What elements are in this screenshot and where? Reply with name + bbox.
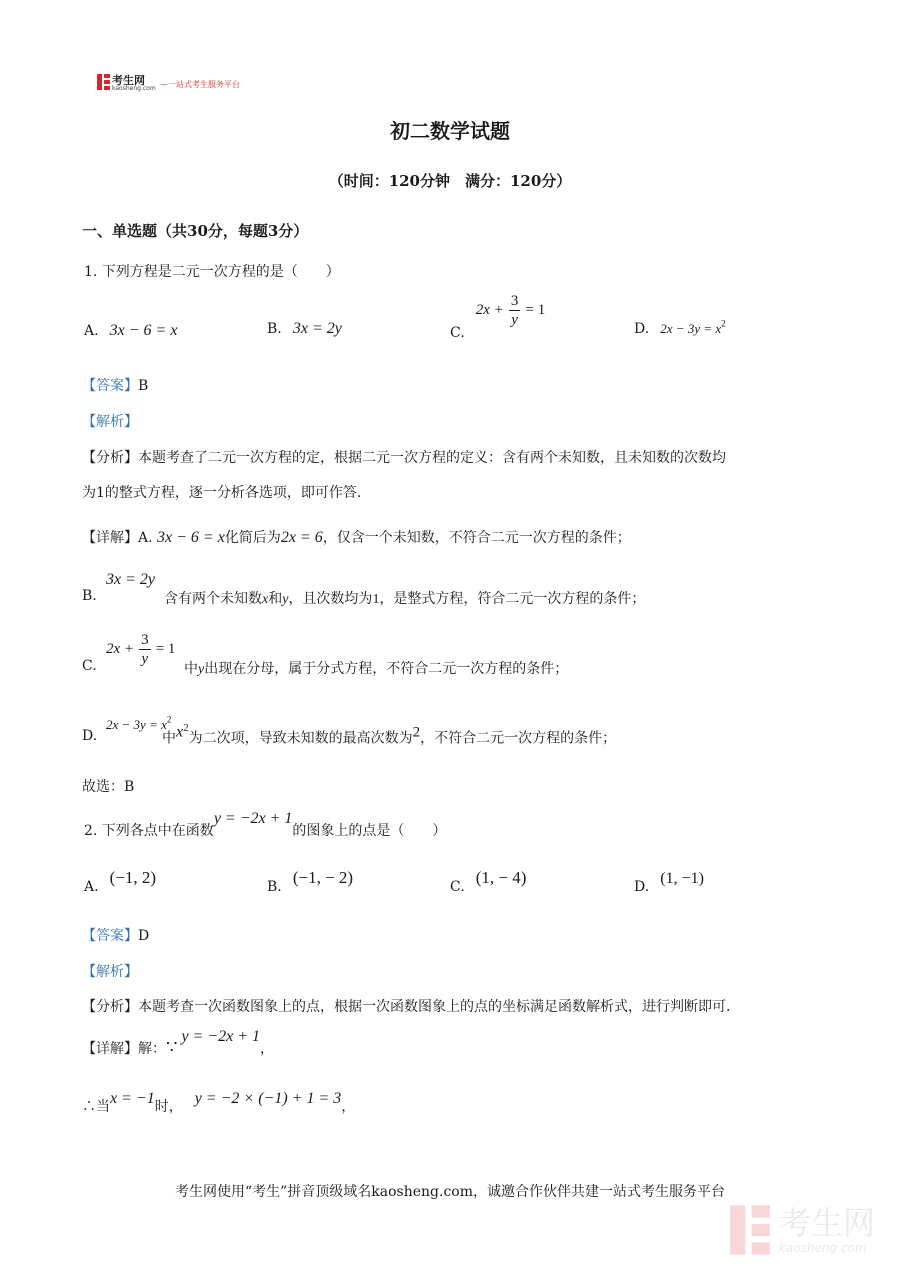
stem-post: 的图象上的点是（ ） (292, 823, 447, 839)
detail-text: 和 (268, 591, 283, 607)
q1-detail-d-prefix: D. (82, 728, 98, 744)
detail-text: ，不符合二元一次方程的条件； (420, 730, 617, 747)
detail-text: ，且次数均为 (288, 591, 373, 607)
option-label: A. (84, 323, 99, 339)
fenxi-text: 本题考查一次函数图象上的点，根据一次函数图象上的点的坐标满足函数解析式，进行判断即可. (138, 999, 731, 1015)
kaosheng-logo-icon (97, 74, 110, 90)
detail-expr: 2x − 3y = x (106, 717, 167, 732)
therefore-text: ∴当 (82, 1099, 110, 1115)
detail-var-y: y (282, 592, 289, 607)
option-label: B. (267, 879, 282, 895)
option-expr: (−1, − 2) (292, 868, 354, 887)
watermark (730, 1205, 875, 1255)
calc-expr: y = −2 × (−1) + 1 = 3 (194, 1090, 342, 1107)
xiangjie-label: 【详解】 (82, 1041, 138, 1057)
option-expr: 3x = 2y (292, 320, 342, 337)
detail-text: ，是整式方程，符合二元一次方程的条件； (379, 591, 646, 607)
q1-fenxi-line1 (82, 447, 726, 467)
page-footer: 考生网使用“考生”拼音顶级域名kaosheng.com，诚邀合作伙伴共建一站式考生服务平台 (174, 1184, 726, 1200)
detail-post: = 1 (155, 641, 176, 657)
option-expr: (−1, 2) (109, 868, 157, 887)
watermark-domain: kaosheng.com (778, 1241, 867, 1255)
q1-detail-a (82, 527, 631, 547)
answer-label: 【答案】 (82, 378, 138, 394)
answer-value: B (138, 378, 149, 394)
cond-expr: x = −1 (110, 1090, 155, 1107)
q1-option-b (267, 318, 342, 338)
option-expr: (1, − 4) (475, 868, 527, 887)
fenxi-label: 【分析】 (82, 450, 138, 466)
q2-answer (82, 925, 149, 945)
q1-detail-c-text (184, 658, 568, 678)
q1-detail-b-prefix: B. (82, 588, 97, 604)
fraction-den: y (141, 651, 149, 667)
q2-stem (84, 810, 446, 840)
detail-mid: 化简后为 (224, 530, 281, 546)
logo-slogan (160, 79, 240, 90)
q1-option-a (84, 320, 177, 340)
detail-var-y: y (198, 662, 205, 677)
detail-two: 2 (412, 724, 421, 741)
option-post: = 1 (525, 302, 546, 318)
option-label: C. (450, 879, 465, 895)
fenxi-label: 【分析】 (82, 999, 138, 1015)
q2-therefore (82, 1090, 355, 1116)
detail-text: 出现在分母，属于分式方程，不符合二元一次方程的条件； (204, 661, 569, 677)
detail-expr2: 2x = 6 (280, 529, 323, 546)
q1-fenxi-line2: 为1的整式方程，逐一分析各选项，即可作答. (82, 485, 362, 501)
q1-analysis-label: 【解析】 (82, 414, 138, 430)
detail-one: 1 (372, 592, 380, 607)
q2-fenxi (82, 996, 730, 1016)
stem-pre: 2. 下列各点中在函数 (84, 823, 214, 839)
option-label: D. (634, 321, 650, 337)
option-label: C. (450, 325, 465, 341)
page-subtitle: （时间：120分钟 满分：120分） (328, 172, 572, 190)
detail-text: 中 (184, 661, 198, 677)
detail-pre: 2x + (106, 641, 135, 657)
q1-detail-c-prefix: C. (82, 658, 97, 674)
fenxi-text: 本题考查了二元一次方程的定，根据二元一次方程的定义：含有两个未知数，且未知数的次数均 (138, 450, 726, 466)
q1-option-d (634, 318, 726, 337)
slogan-text: 一站式考生服务平台 (168, 80, 240, 89)
shi-text: 时， (154, 1099, 183, 1115)
q2-option-c (450, 868, 526, 895)
page-title: 初二数学试题 (390, 119, 510, 143)
q2-option-a (84, 868, 156, 895)
option-label: A. (84, 879, 99, 895)
q1-detail-b-text (164, 588, 645, 608)
q1-answer (82, 375, 148, 395)
q2-option-b (267, 868, 353, 895)
watermark-name: 考生网 (778, 1204, 875, 1242)
logo-domain: kaosheng.com (112, 85, 156, 92)
option-sup: 2 (721, 318, 726, 329)
slogan-dash: — (160, 80, 168, 89)
detail-expr: 3x − 6 = x (157, 529, 225, 546)
q1-detail-b-expr: 3x = 2y (106, 571, 155, 588)
solve-text: 解： (138, 1041, 166, 1057)
q1-stem: 1. 下列方程是二元一次方程的是（ ） (84, 264, 340, 280)
q1-detail-c-expr (106, 631, 175, 668)
stem-func: y = −2x + 1 (213, 810, 293, 827)
answer-label: 【答案】 (82, 928, 138, 944)
because-symbol: ∵ (166, 1037, 178, 1057)
q1-detail-d-text (162, 722, 616, 748)
option-label: B. (267, 321, 282, 337)
option-fraction (509, 292, 521, 329)
option-expr: 2x − 3y = x (660, 321, 722, 336)
answer-value: D (138, 928, 150, 944)
section-heading: 一、单选题（共30分，每题3分） (82, 222, 309, 240)
watermark-logo-icon (730, 1205, 770, 1255)
detail-prefix: A. (138, 530, 153, 546)
option-expr: (1, −1) (660, 870, 704, 887)
detail-xsup: 2 (183, 722, 189, 734)
detail-rest: ，仅含一个未知数，不符合二元一次方程的条件； (322, 530, 631, 546)
detail-text: 中 (162, 730, 176, 747)
option-expr: 3x − 6 = x (109, 322, 178, 339)
detail-fraction (139, 631, 151, 668)
option-pre: 2x + (475, 302, 504, 318)
comma: ， (260, 1041, 275, 1057)
fraction-num: 3 (510, 293, 519, 309)
detail-text: 为二次项，导致未知数的最高次数为 (188, 730, 413, 747)
detail-x: x (176, 723, 184, 741)
q1-choose: 故选：B (82, 779, 135, 795)
detail-sup: 2 (166, 714, 172, 725)
q1-option-c (450, 292, 545, 341)
detail-func: y = −2x + 1 (181, 1028, 261, 1045)
detail-text: 含有两个未知数 (164, 591, 262, 607)
fraction-num: 3 (141, 632, 149, 648)
logo-name: 考生网 (112, 74, 145, 87)
comma: ， (341, 1099, 356, 1115)
q2-detail (82, 1028, 274, 1058)
fraction-den: y (511, 312, 518, 328)
xiangjie-label: 【详解】 (82, 530, 138, 546)
q2-analysis-label: 【解析】 (82, 964, 138, 980)
q2-option-d (634, 868, 704, 895)
option-label: D. (634, 879, 650, 895)
detail-var-x: x (262, 592, 269, 607)
